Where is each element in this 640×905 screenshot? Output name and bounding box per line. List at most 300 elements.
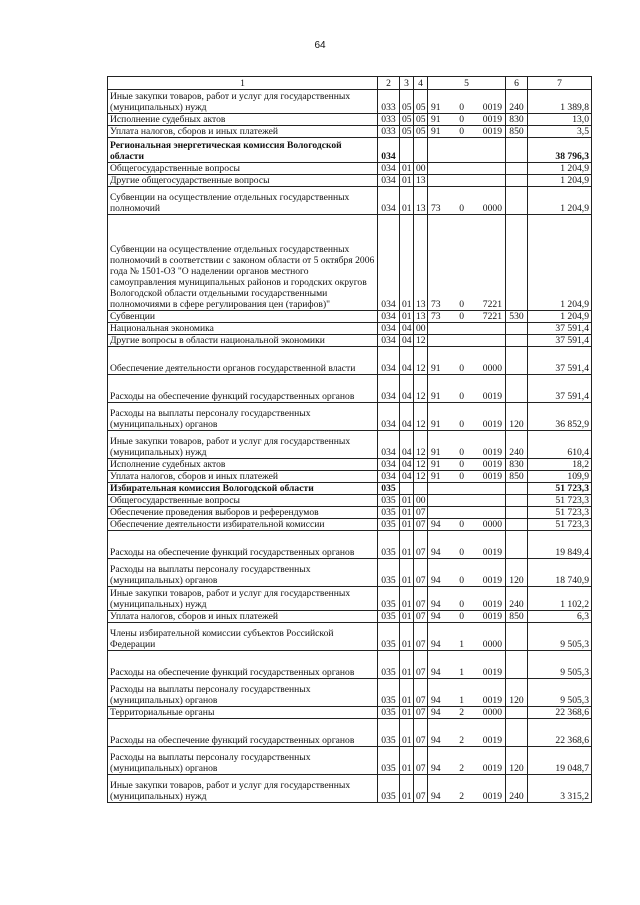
row-csr <box>428 431 506 459</box>
row-csr-part: 0019 <box>482 447 502 458</box>
row-sum: 37 591,4 <box>528 375 592 403</box>
table-row <box>108 215 592 311</box>
header-col-csr: 5 <box>428 77 506 90</box>
row-csr-part: 94 <box>431 599 441 610</box>
row-csr-part: 94 <box>431 735 441 746</box>
row-vr: 120 <box>506 747 528 775</box>
row-csr-part: 94 <box>431 519 441 530</box>
header-col-ved: 2 <box>378 77 400 90</box>
row-vr: 850 <box>506 471 528 483</box>
row-sum: 22 368,6 <box>528 707 592 719</box>
table-row <box>108 163 592 175</box>
row-sum: 18,2 <box>528 459 592 471</box>
table-row <box>108 519 592 531</box>
row-pr <box>414 138 428 163</box>
row-csr-part: 0000 <box>482 639 502 650</box>
table-row <box>108 459 592 471</box>
row-ved: 034 <box>378 311 400 323</box>
row-name: Субвенции на осуществление отдельных государственных полномочий в соответствии с законом области от 5 октября 2006 года № 1501-ОЗ "О наделении органов местного самоуправления муниципальных районов и городских округов Вологодской области отдельными государственными полномочиями в сфере регулирования цен (тарифов)" <box>108 215 378 311</box>
row-csr-part: 0019 <box>482 667 502 678</box>
table-row <box>108 483 592 495</box>
table-row <box>108 431 592 459</box>
row-pr: 05 <box>414 126 428 138</box>
row-csr-part: 91 <box>431 447 441 458</box>
row-rz: 01 <box>400 519 414 531</box>
row-rz: 05 <box>400 126 414 138</box>
row-pr: 00 <box>414 495 428 507</box>
row-csr <box>428 651 506 679</box>
row-csr-part: 94 <box>431 547 441 558</box>
row-ved: 034 <box>378 163 400 175</box>
row-pr: 12 <box>414 403 428 431</box>
row-ved: 033 <box>378 114 400 126</box>
row-vr: 240 <box>506 90 528 114</box>
row-csr-part: 0019 <box>482 791 502 802</box>
row-ved: 034 <box>378 323 400 335</box>
row-csr-part: 0000 <box>482 519 502 530</box>
row-rz: 04 <box>400 431 414 459</box>
row-vr <box>506 375 528 403</box>
row-name: Иные закупки товаров, работ и услуг для государственных (муниципальных) нужд <box>108 775 378 803</box>
row-csr <box>428 719 506 747</box>
row-ved: 035 <box>378 495 400 507</box>
row-vr <box>506 175 528 187</box>
row-csr-part: 0000 <box>482 203 502 214</box>
row-rz: 04 <box>400 375 414 403</box>
row-csr-part: 94 <box>431 763 441 774</box>
row-vr: 830 <box>506 114 528 126</box>
row-csr-part: 91 <box>431 459 441 470</box>
table-row <box>108 335 592 347</box>
table-row <box>108 90 592 114</box>
row-ved: 035 <box>378 747 400 775</box>
row-pr: 13 <box>414 175 428 187</box>
row-vr: 120 <box>506 403 528 431</box>
row-rz: 01 <box>400 507 414 519</box>
row-pr: 07 <box>414 559 428 587</box>
row-csr-part: 0 <box>459 447 465 458</box>
row-sum: 1 204,9 <box>528 163 592 175</box>
row-vr <box>506 519 528 531</box>
row-sum: 1 204,9 <box>528 187 592 215</box>
table-row <box>108 531 592 559</box>
row-csr <box>428 507 506 519</box>
row-vr: 830 <box>506 459 528 471</box>
table-row <box>108 623 592 651</box>
table-row <box>108 747 592 775</box>
row-pr: 07 <box>414 747 428 775</box>
row-csr-part: 94 <box>431 695 441 706</box>
row-vr <box>506 531 528 559</box>
row-vr <box>506 347 528 375</box>
row-csr <box>428 138 506 163</box>
row-csr <box>428 311 506 323</box>
row-name: Другие общегосударственные вопросы <box>108 175 378 187</box>
row-name: Другие вопросы в области национальной экономики <box>108 335 378 347</box>
row-sum: 1 204,9 <box>528 175 592 187</box>
row-csr-part: 73 <box>431 203 441 214</box>
row-csr <box>428 403 506 431</box>
row-vr <box>506 483 528 495</box>
row-csr-part: 94 <box>431 639 441 650</box>
row-csr-part: 0 <box>459 299 465 310</box>
row-name: Расходы на обеспечение функций государственных органов <box>108 375 378 403</box>
table-row <box>108 587 592 611</box>
row-sum: 9 505,3 <box>528 679 592 707</box>
row-csr-part: 0 <box>459 611 465 622</box>
row-csr-part: 0000 <box>482 363 502 374</box>
row-name: Общегосударственные вопросы <box>108 163 378 175</box>
row-ved: 035 <box>378 651 400 679</box>
row-sum: 22 368,6 <box>528 719 592 747</box>
row-csr-part: 0019 <box>482 114 502 125</box>
row-csr <box>428 175 506 187</box>
row-csr <box>428 471 506 483</box>
row-csr-part: 0019 <box>482 695 502 706</box>
row-csr-part: 73 <box>431 299 441 310</box>
row-csr-part: 91 <box>431 391 441 402</box>
row-rz: 01 <box>400 559 414 587</box>
table-row <box>108 651 592 679</box>
table-row <box>108 375 592 403</box>
header-col-pr: 4 <box>414 77 428 90</box>
row-rz: 01 <box>400 623 414 651</box>
row-csr-part: 0 <box>459 102 465 113</box>
row-csr-part: 0 <box>459 311 465 322</box>
row-name: Иные закупки товаров, работ и услуг для государственных (муниципальных) нужд <box>108 431 378 459</box>
row-sum: 51 723,3 <box>528 507 592 519</box>
row-pr: 12 <box>414 431 428 459</box>
row-csr-part: 0019 <box>482 599 502 610</box>
row-name: Расходы на выплаты персоналу государственных (муниципальных) органов <box>108 559 378 587</box>
row-pr: 07 <box>414 623 428 651</box>
row-rz: 04 <box>400 459 414 471</box>
row-pr: 07 <box>414 775 428 803</box>
table-row <box>108 775 592 803</box>
row-csr <box>428 126 506 138</box>
row-csr-part: 0019 <box>482 471 502 482</box>
row-rz: 01 <box>400 747 414 775</box>
row-csr <box>428 347 506 375</box>
row-ved: 035 <box>378 531 400 559</box>
row-sum: 9 505,3 <box>528 651 592 679</box>
row-pr: 00 <box>414 163 428 175</box>
row-csr <box>428 187 506 215</box>
row-vr: 850 <box>506 126 528 138</box>
row-csr-part: 0 <box>459 203 465 214</box>
row-rz: 05 <box>400 114 414 126</box>
row-csr-part: 94 <box>431 575 441 586</box>
row-csr <box>428 90 506 114</box>
row-rz: 04 <box>400 471 414 483</box>
row-name: Субвенции <box>108 311 378 323</box>
row-ved: 035 <box>378 507 400 519</box>
row-sum: 51 723,3 <box>528 519 592 531</box>
row-name: Расходы на выплаты персоналу государственных (муниципальных) органов <box>108 679 378 707</box>
row-rz: 01 <box>400 187 414 215</box>
row-csr-part: 2 <box>459 707 465 718</box>
row-sum: 9 505,3 <box>528 623 592 651</box>
row-csr <box>428 679 506 707</box>
row-csr <box>428 375 506 403</box>
row-rz: 01 <box>400 775 414 803</box>
table-row <box>108 507 592 519</box>
row-rz <box>400 483 414 495</box>
row-csr <box>428 611 506 623</box>
row-ved: 035 <box>378 611 400 623</box>
row-pr: 12 <box>414 471 428 483</box>
row-name: Обеспечение проведения выборов и референдумов <box>108 507 378 519</box>
row-ved: 034 <box>378 403 400 431</box>
row-csr <box>428 559 506 587</box>
row-ved: 035 <box>378 623 400 651</box>
row-vr <box>506 335 528 347</box>
row-sum: 18 740,9 <box>528 559 592 587</box>
row-rz: 04 <box>400 347 414 375</box>
row-csr-part: 2 <box>459 735 465 746</box>
table-row <box>108 138 592 163</box>
row-rz: 01 <box>400 311 414 323</box>
row-vr <box>506 707 528 719</box>
row-csr-part: 73 <box>431 311 441 322</box>
row-sum: 3,5 <box>528 126 592 138</box>
row-csr-part: 94 <box>431 611 441 622</box>
row-sum: 1 102,2 <box>528 587 592 611</box>
row-csr-part: 0019 <box>482 126 502 137</box>
row-csr-part: 0019 <box>482 547 502 558</box>
row-name: Исполнение судебных актов <box>108 114 378 126</box>
row-sum: 1 389,8 <box>528 90 592 114</box>
row-sum: 6,3 <box>528 611 592 623</box>
row-csr <box>428 323 506 335</box>
row-csr-part: 0019 <box>482 391 502 402</box>
row-csr-part: 94 <box>431 707 441 718</box>
row-name: Территориальные органы <box>108 707 378 719</box>
row-rz: 01 <box>400 495 414 507</box>
row-pr: 07 <box>414 587 428 611</box>
row-ved: 035 <box>378 719 400 747</box>
row-rz: 01 <box>400 719 414 747</box>
row-ved: 035 <box>378 483 400 495</box>
table-row <box>108 719 592 747</box>
row-name: Региональная энергетическая комиссия Вологодской области <box>108 138 378 163</box>
row-csr <box>428 587 506 611</box>
row-csr-part: 0 <box>459 547 465 558</box>
row-pr: 07 <box>414 679 428 707</box>
row-ved: 035 <box>378 707 400 719</box>
row-name: Национальная экономика <box>108 323 378 335</box>
row-csr-part: 0 <box>459 599 465 610</box>
row-vr: 120 <box>506 679 528 707</box>
row-csr <box>428 495 506 507</box>
table-row <box>108 403 592 431</box>
table-row <box>108 126 592 138</box>
row-csr <box>428 459 506 471</box>
row-pr: 07 <box>414 707 428 719</box>
row-name: Члены избирательной комиссии субъектов Российской Федерации <box>108 623 378 651</box>
row-pr: 07 <box>414 611 428 623</box>
row-csr <box>428 215 506 311</box>
row-sum: 36 852,9 <box>528 403 592 431</box>
page-number: 64 <box>314 40 326 51</box>
row-name: Общегосударственные вопросы <box>108 495 378 507</box>
row-rz: 01 <box>400 163 414 175</box>
row-ved: 034 <box>378 431 400 459</box>
row-pr: 07 <box>414 531 428 559</box>
row-csr <box>428 623 506 651</box>
row-csr <box>428 114 506 126</box>
row-csr-part: 2 <box>459 791 465 802</box>
row-sum: 610,4 <box>528 431 592 459</box>
row-rz <box>400 138 414 163</box>
row-name: Иные закупки товаров, работ и услуг для государственных (муниципальных) нужд <box>108 587 378 611</box>
row-csr-part: 0 <box>459 459 465 470</box>
header-row <box>108 77 592 90</box>
row-csr <box>428 707 506 719</box>
row-name: Субвенции на осуществление отдельных государственных полномочий <box>108 187 378 215</box>
row-name: Расходы на обеспечение функций государственных органов <box>108 719 378 747</box>
row-sum: 51 723,3 <box>528 495 592 507</box>
row-vr <box>506 719 528 747</box>
row-csr <box>428 747 506 775</box>
row-csr-part: 0019 <box>482 735 502 746</box>
row-csr <box>428 163 506 175</box>
table-row <box>108 679 592 707</box>
table-row <box>108 323 592 335</box>
row-pr: 13 <box>414 187 428 215</box>
row-vr <box>506 651 528 679</box>
row-pr: 07 <box>414 719 428 747</box>
row-pr: 12 <box>414 375 428 403</box>
row-csr-part: 0019 <box>482 419 502 430</box>
row-ved: 035 <box>378 775 400 803</box>
row-vr <box>506 187 528 215</box>
row-csr-part: 0 <box>459 575 465 586</box>
row-csr-part: 0 <box>459 519 465 530</box>
header-col-sum: 7 <box>528 77 592 90</box>
row-name: Уплата налогов, сборов и иных платежей <box>108 611 378 623</box>
row-vr <box>506 323 528 335</box>
row-sum: 19 849,4 <box>528 531 592 559</box>
row-vr <box>506 163 528 175</box>
row-pr: 00 <box>414 323 428 335</box>
row-rz: 01 <box>400 215 414 311</box>
table-row <box>108 559 592 587</box>
row-vr: 530 <box>506 311 528 323</box>
row-csr-part: 0 <box>459 419 465 430</box>
row-vr: 240 <box>506 431 528 459</box>
row-pr: 12 <box>414 459 428 471</box>
row-name: Обеспечение деятельности избирательной комиссии <box>108 519 378 531</box>
row-ved: 035 <box>378 519 400 531</box>
row-ved: 034 <box>378 187 400 215</box>
row-pr: 07 <box>414 507 428 519</box>
row-vr: 850 <box>506 611 528 623</box>
row-vr <box>506 138 528 163</box>
row-pr: 07 <box>414 651 428 679</box>
row-ved: 034 <box>378 471 400 483</box>
row-ved: 034 <box>378 375 400 403</box>
row-csr-part: 1 <box>459 695 465 706</box>
row-ved: 035 <box>378 559 400 587</box>
row-ved: 033 <box>378 126 400 138</box>
table-row <box>108 311 592 323</box>
row-ved: 035 <box>378 587 400 611</box>
row-name: Исполнение судебных актов <box>108 459 378 471</box>
row-sum: 37 591,4 <box>528 335 592 347</box>
row-pr: 05 <box>414 90 428 114</box>
header-col-rz: 3 <box>400 77 414 90</box>
row-ved: 033 <box>378 90 400 114</box>
row-pr: 13 <box>414 311 428 323</box>
row-csr-part: 0 <box>459 114 465 125</box>
row-csr-part: 0 <box>459 471 465 482</box>
row-csr <box>428 775 506 803</box>
row-rz: 04 <box>400 323 414 335</box>
row-csr-part: 91 <box>431 471 441 482</box>
row-rz: 01 <box>400 679 414 707</box>
row-vr: 240 <box>506 775 528 803</box>
row-vr <box>506 495 528 507</box>
table-row <box>108 114 592 126</box>
table-row <box>108 175 592 187</box>
row-rz: 04 <box>400 403 414 431</box>
row-csr-part: 91 <box>431 419 441 430</box>
row-rz: 01 <box>400 531 414 559</box>
row-vr <box>506 623 528 651</box>
row-sum: 13,0 <box>528 114 592 126</box>
row-csr-part: 91 <box>431 102 441 113</box>
row-sum: 37 591,4 <box>528 347 592 375</box>
row-csr-part: 91 <box>431 114 441 125</box>
row-csr-part: 94 <box>431 791 441 802</box>
row-pr: 12 <box>414 335 428 347</box>
row-sum: 51 723,3 <box>528 483 592 495</box>
table-row <box>108 707 592 719</box>
row-ved: 034 <box>378 335 400 347</box>
row-rz: 01 <box>400 587 414 611</box>
row-csr-part: 0 <box>459 363 465 374</box>
row-csr-part: 1 <box>459 639 465 650</box>
table-row <box>108 495 592 507</box>
table-row <box>108 347 592 375</box>
row-csr-part: 91 <box>431 363 441 374</box>
row-csr-part: 0000 <box>482 707 502 718</box>
row-csr-part: 2 <box>459 763 465 774</box>
row-name: Уплата налогов, сборов и иных платежей <box>108 126 378 138</box>
budget-table <box>107 76 592 803</box>
row-sum: 1 204,9 <box>528 215 592 311</box>
row-csr-part: 94 <box>431 667 441 678</box>
row-pr: 13 <box>414 215 428 311</box>
row-vr: 240 <box>506 587 528 611</box>
row-name: Избирательная комиссия Вологодской области <box>108 483 378 495</box>
row-csr <box>428 335 506 347</box>
row-ved: 034 <box>378 215 400 311</box>
row-pr <box>414 483 428 495</box>
row-csr-part: 0019 <box>482 611 502 622</box>
row-sum: 3 315,2 <box>528 775 592 803</box>
row-csr-part: 0019 <box>482 575 502 586</box>
row-csr-part: 0019 <box>482 763 502 774</box>
row-name: Расходы на обеспечение функций государственных органов <box>108 531 378 559</box>
header-col-vr: 6 <box>506 77 528 90</box>
row-rz: 01 <box>400 611 414 623</box>
row-ved: 034 <box>378 175 400 187</box>
row-sum: 19 048,7 <box>528 747 592 775</box>
row-csr <box>428 531 506 559</box>
row-name: Обеспечение деятельности органов государственной власти <box>108 347 378 375</box>
